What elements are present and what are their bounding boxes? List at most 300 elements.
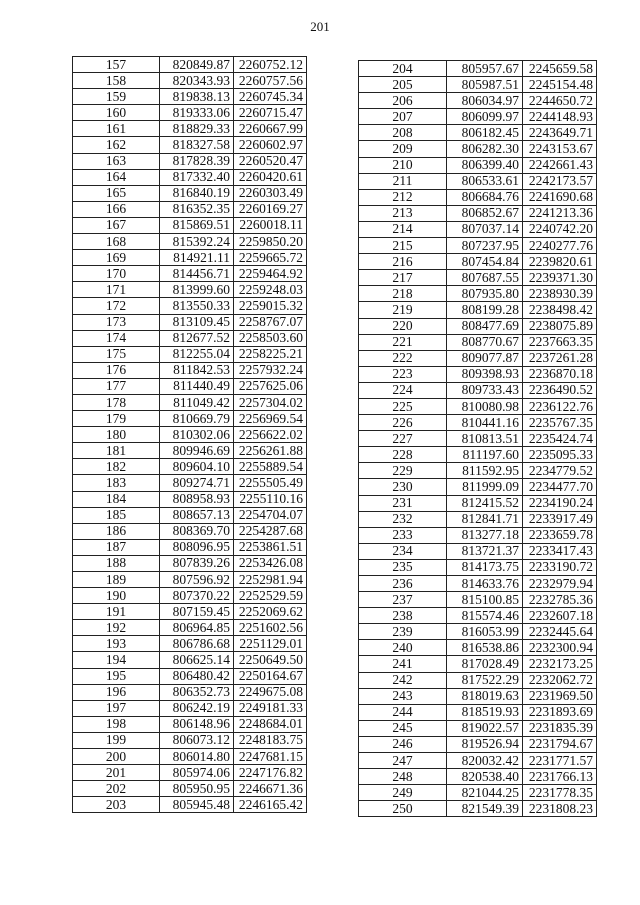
table-row <box>359 447 597 463</box>
table-row <box>359 77 597 93</box>
table-row <box>359 141 597 157</box>
point-number-cell: 209 <box>359 141 447 157</box>
point-number-cell: 220 <box>359 318 447 334</box>
point-number-cell: 180 <box>73 427 160 443</box>
point-number-cell: 243 <box>359 688 447 704</box>
point-number-cell: 190 <box>73 588 160 604</box>
x-coordinate-cell: 808477.69 <box>447 318 523 334</box>
x-coordinate-cell: 813277.18 <box>447 527 523 543</box>
x-coordinate-cell: 806786.68 <box>160 636 234 652</box>
x-coordinate-cell: 809274.71 <box>160 475 234 491</box>
x-coordinate-cell: 813721.37 <box>447 543 523 559</box>
x-coordinate-cell: 805945.48 <box>160 797 234 813</box>
table-row <box>359 173 597 189</box>
x-coordinate-cell: 806014.80 <box>160 749 234 765</box>
point-number-cell: 201 <box>73 765 160 781</box>
x-coordinate-cell: 813550.33 <box>160 298 234 314</box>
point-number-cell: 228 <box>359 447 447 463</box>
x-coordinate-cell: 818519.93 <box>447 704 523 720</box>
point-number-cell: 161 <box>73 121 160 137</box>
point-number-cell: 187 <box>73 539 160 555</box>
x-coordinate-cell: 806480.42 <box>160 668 234 684</box>
x-coordinate-cell: 815100.85 <box>447 592 523 608</box>
table-row <box>73 201 307 217</box>
x-coordinate-cell: 812677.52 <box>160 330 234 346</box>
point-number-cell: 230 <box>359 479 447 495</box>
x-coordinate-cell: 805957.67 <box>447 61 523 77</box>
y-coordinate-cell: 2258503.60 <box>234 330 307 346</box>
point-number-cell: 157 <box>73 57 160 73</box>
coordinates-table-left <box>72 56 307 813</box>
table-row <box>359 753 597 769</box>
point-number-cell: 163 <box>73 153 160 169</box>
table-row <box>73 572 307 588</box>
x-coordinate-cell: 808770.67 <box>447 334 523 350</box>
y-coordinate-cell: 2251129.01 <box>234 636 307 652</box>
table-row <box>73 314 307 330</box>
point-number-cell: 222 <box>359 350 447 366</box>
table-row <box>359 366 597 382</box>
y-coordinate-cell: 2252529.59 <box>234 588 307 604</box>
x-coordinate-cell: 818829.33 <box>160 121 234 137</box>
x-coordinate-cell: 806352.73 <box>160 684 234 700</box>
x-coordinate-cell: 808096.95 <box>160 539 234 555</box>
x-coordinate-cell: 816538.86 <box>447 640 523 656</box>
table-row <box>359 527 597 543</box>
y-coordinate-cell: 2232607.18 <box>523 608 597 624</box>
x-coordinate-cell: 808369.70 <box>160 523 234 539</box>
y-coordinate-cell: 2249675.08 <box>234 684 307 700</box>
point-number-cell: 197 <box>73 700 160 716</box>
table-row <box>73 217 307 233</box>
x-coordinate-cell: 817028.49 <box>447 656 523 672</box>
x-coordinate-cell: 807370.22 <box>160 588 234 604</box>
y-coordinate-cell: 2250649.50 <box>234 652 307 668</box>
point-number-cell: 168 <box>73 234 160 250</box>
x-coordinate-cell: 807687.55 <box>447 270 523 286</box>
table-row <box>359 479 597 495</box>
point-number-cell: 175 <box>73 346 160 362</box>
point-number-cell: 236 <box>359 576 447 592</box>
y-coordinate-cell: 2260169.27 <box>234 201 307 217</box>
point-number-cell: 198 <box>73 716 160 732</box>
y-coordinate-cell: 2232445.64 <box>523 624 597 640</box>
x-coordinate-cell: 809398.93 <box>447 366 523 382</box>
point-number-cell: 227 <box>359 431 447 447</box>
y-coordinate-cell: 2235767.35 <box>523 415 597 431</box>
y-coordinate-cell: 2247176.82 <box>234 765 307 781</box>
point-number-cell: 217 <box>359 270 447 286</box>
x-coordinate-cell: 807839.26 <box>160 555 234 571</box>
x-coordinate-cell: 811049.42 <box>160 394 234 410</box>
table-row <box>73 475 307 491</box>
point-number-cell: 171 <box>73 282 160 298</box>
y-coordinate-cell: 2260745.34 <box>234 89 307 105</box>
y-coordinate-cell: 2260757.56 <box>234 73 307 89</box>
point-number-cell: 212 <box>359 189 447 205</box>
y-coordinate-cell: 2233190.72 <box>523 559 597 575</box>
point-number-cell: 238 <box>359 608 447 624</box>
x-coordinate-cell: 807237.95 <box>447 238 523 254</box>
y-coordinate-cell: 2259850.20 <box>234 234 307 250</box>
y-coordinate-cell: 2256622.02 <box>234 427 307 443</box>
table-row <box>359 640 597 656</box>
y-coordinate-cell: 2232173.25 <box>523 656 597 672</box>
point-number-cell: 200 <box>73 749 160 765</box>
x-coordinate-cell: 806148.96 <box>160 716 234 732</box>
y-coordinate-cell: 2234779.52 <box>523 463 597 479</box>
x-coordinate-cell: 809077.87 <box>447 350 523 366</box>
table-row <box>359 125 597 141</box>
x-coordinate-cell: 809733.43 <box>447 382 523 398</box>
point-number-cell: 247 <box>359 753 447 769</box>
table-row <box>359 801 597 817</box>
y-coordinate-cell: 2239820.61 <box>523 254 597 270</box>
point-number-cell: 215 <box>359 238 447 254</box>
x-coordinate-cell: 820032.42 <box>447 753 523 769</box>
table-row <box>359 624 597 640</box>
table-row <box>73 105 307 121</box>
y-coordinate-cell: 2253426.08 <box>234 555 307 571</box>
y-coordinate-cell: 2247681.15 <box>234 749 307 765</box>
point-number-cell: 160 <box>73 105 160 121</box>
table-row <box>359 511 597 527</box>
y-coordinate-cell: 2260602.97 <box>234 137 307 153</box>
point-number-cell: 199 <box>73 732 160 748</box>
table-row <box>359 93 597 109</box>
table-row <box>359 157 597 173</box>
x-coordinate-cell: 806073.12 <box>160 732 234 748</box>
x-coordinate-cell: 819022.57 <box>447 720 523 736</box>
point-number-cell: 207 <box>359 109 447 125</box>
y-coordinate-cell: 2260018.11 <box>234 217 307 233</box>
y-coordinate-cell: 2242173.57 <box>523 173 597 189</box>
y-coordinate-cell: 2238498.42 <box>523 302 597 318</box>
point-number-cell: 213 <box>359 205 447 221</box>
point-number-cell: 237 <box>359 592 447 608</box>
y-coordinate-cell: 2231778.35 <box>523 785 597 801</box>
point-number-cell: 178 <box>73 394 160 410</box>
point-number-cell: 224 <box>359 382 447 398</box>
table-row <box>359 398 597 414</box>
y-coordinate-cell: 2231808.23 <box>523 801 597 817</box>
table-row <box>359 736 597 752</box>
y-coordinate-cell: 2243153.67 <box>523 141 597 157</box>
table-row <box>359 608 597 624</box>
table-row <box>73 346 307 362</box>
y-coordinate-cell: 2242661.43 <box>523 157 597 173</box>
y-coordinate-cell: 2248183.75 <box>234 732 307 748</box>
y-coordinate-cell: 2259248.03 <box>234 282 307 298</box>
table-row <box>73 73 307 89</box>
y-coordinate-cell: 2255505.49 <box>234 475 307 491</box>
point-number-cell: 242 <box>359 672 447 688</box>
point-number-cell: 204 <box>359 61 447 77</box>
table-row <box>359 270 597 286</box>
x-coordinate-cell: 811999.09 <box>447 479 523 495</box>
point-number-cell: 219 <box>359 302 447 318</box>
table-row <box>359 576 597 592</box>
table-row <box>73 121 307 137</box>
table-row <box>359 189 597 205</box>
point-number-cell: 235 <box>359 559 447 575</box>
table-row <box>359 318 597 334</box>
x-coordinate-cell: 814173.75 <box>447 559 523 575</box>
x-coordinate-cell: 806182.45 <box>447 125 523 141</box>
y-coordinate-cell: 2260420.61 <box>234 169 307 185</box>
x-coordinate-cell: 806099.97 <box>447 109 523 125</box>
table-row <box>359 688 597 704</box>
table-row <box>73 797 307 813</box>
y-coordinate-cell: 2254704.07 <box>234 507 307 523</box>
y-coordinate-cell: 2254287.68 <box>234 523 307 539</box>
table-row <box>359 672 597 688</box>
table-row <box>73 266 307 282</box>
x-coordinate-cell: 807037.14 <box>447 221 523 237</box>
table-row <box>73 298 307 314</box>
y-coordinate-cell: 2240277.76 <box>523 238 597 254</box>
table-row <box>73 250 307 266</box>
y-coordinate-cell: 2238930.39 <box>523 286 597 302</box>
table-row <box>359 543 597 559</box>
point-number-cell: 173 <box>73 314 160 330</box>
x-coordinate-cell: 813999.60 <box>160 282 234 298</box>
table-row <box>73 507 307 523</box>
y-coordinate-cell: 2236870.18 <box>523 366 597 382</box>
point-number-cell: 172 <box>73 298 160 314</box>
point-number-cell: 177 <box>73 378 160 394</box>
y-coordinate-cell: 2235095.33 <box>523 447 597 463</box>
table-row <box>73 394 307 410</box>
x-coordinate-cell: 808958.93 <box>160 491 234 507</box>
y-coordinate-cell: 2259015.32 <box>234 298 307 314</box>
y-coordinate-cell: 2231766.13 <box>523 769 597 785</box>
x-coordinate-cell: 816352.35 <box>160 201 234 217</box>
table-row <box>73 716 307 732</box>
y-coordinate-cell: 2238075.89 <box>523 318 597 334</box>
y-coordinate-cell: 2231794.67 <box>523 736 597 752</box>
x-coordinate-cell: 814456.71 <box>160 266 234 282</box>
point-number-cell: 162 <box>73 137 160 153</box>
y-coordinate-cell: 2239371.30 <box>523 270 597 286</box>
x-coordinate-cell: 811592.95 <box>447 463 523 479</box>
table-row <box>359 769 597 785</box>
table-row <box>73 732 307 748</box>
table-row <box>73 765 307 781</box>
point-number-cell: 179 <box>73 411 160 427</box>
table-row <box>73 169 307 185</box>
table-row <box>73 588 307 604</box>
point-number-cell: 170 <box>73 266 160 282</box>
table-row <box>73 668 307 684</box>
point-number-cell: 249 <box>359 785 447 801</box>
table-row <box>359 463 597 479</box>
table-row <box>359 109 597 125</box>
point-number-cell: 166 <box>73 201 160 217</box>
x-coordinate-cell: 807159.45 <box>160 604 234 620</box>
table-row <box>73 636 307 652</box>
point-number-cell: 183 <box>73 475 160 491</box>
point-number-cell: 221 <box>359 334 447 350</box>
x-coordinate-cell: 812255.04 <box>160 346 234 362</box>
table-row <box>359 656 597 672</box>
y-coordinate-cell: 2237261.28 <box>523 350 597 366</box>
y-coordinate-cell: 2255889.54 <box>234 459 307 475</box>
x-coordinate-cell: 815392.24 <box>160 234 234 250</box>
y-coordinate-cell: 2249181.33 <box>234 700 307 716</box>
y-coordinate-cell: 2250164.67 <box>234 668 307 684</box>
point-number-cell: 225 <box>359 398 447 414</box>
y-coordinate-cell: 2257304.02 <box>234 394 307 410</box>
point-number-cell: 216 <box>359 254 447 270</box>
table-row <box>359 720 597 736</box>
x-coordinate-cell: 818019.63 <box>447 688 523 704</box>
x-coordinate-cell: 806034.97 <box>447 93 523 109</box>
y-coordinate-cell: 2237663.35 <box>523 334 597 350</box>
point-number-cell: 189 <box>73 572 160 588</box>
x-coordinate-cell: 817522.29 <box>447 672 523 688</box>
table-row <box>73 555 307 571</box>
table-row <box>73 330 307 346</box>
y-coordinate-cell: 2232300.94 <box>523 640 597 656</box>
table-row <box>359 785 597 801</box>
y-coordinate-cell: 2231893.69 <box>523 704 597 720</box>
point-number-cell: 208 <box>359 125 447 141</box>
y-coordinate-cell: 2244650.72 <box>523 93 597 109</box>
y-coordinate-cell: 2233417.43 <box>523 543 597 559</box>
table-row <box>359 334 597 350</box>
x-coordinate-cell: 806964.85 <box>160 620 234 636</box>
point-number-cell: 158 <box>73 73 160 89</box>
coordinates-table-right <box>358 60 597 817</box>
x-coordinate-cell: 820849.87 <box>160 57 234 73</box>
table-row <box>73 282 307 298</box>
point-number-cell: 246 <box>359 736 447 752</box>
point-number-cell: 169 <box>73 250 160 266</box>
x-coordinate-cell: 806625.14 <box>160 652 234 668</box>
y-coordinate-cell: 2231835.39 <box>523 720 597 736</box>
y-coordinate-cell: 2245659.58 <box>523 61 597 77</box>
x-coordinate-cell: 808199.28 <box>447 302 523 318</box>
point-number-cell: 202 <box>73 781 160 797</box>
table-row <box>359 238 597 254</box>
point-number-cell: 245 <box>359 720 447 736</box>
point-number-cell: 194 <box>73 652 160 668</box>
point-number-cell: 232 <box>359 511 447 527</box>
table-row <box>73 378 307 394</box>
y-coordinate-cell: 2243649.71 <box>523 125 597 141</box>
y-coordinate-cell: 2234477.70 <box>523 479 597 495</box>
point-number-cell: 229 <box>359 463 447 479</box>
x-coordinate-cell: 806852.67 <box>447 205 523 221</box>
x-coordinate-cell: 819333.06 <box>160 105 234 121</box>
table-row <box>73 185 307 201</box>
y-coordinate-cell: 2231771.57 <box>523 753 597 769</box>
point-number-cell: 165 <box>73 185 160 201</box>
y-coordinate-cell: 2240742.20 <box>523 221 597 237</box>
x-coordinate-cell: 819526.94 <box>447 736 523 752</box>
point-number-cell: 234 <box>359 543 447 559</box>
point-number-cell: 226 <box>359 415 447 431</box>
x-coordinate-cell: 821044.25 <box>447 785 523 801</box>
table-row <box>73 781 307 797</box>
x-coordinate-cell: 811440.49 <box>160 378 234 394</box>
x-coordinate-cell: 806533.61 <box>447 173 523 189</box>
point-number-cell: 214 <box>359 221 447 237</box>
y-coordinate-cell: 2251602.56 <box>234 620 307 636</box>
table-row <box>359 592 597 608</box>
x-coordinate-cell: 811842.53 <box>160 362 234 378</box>
table-row <box>73 362 307 378</box>
y-coordinate-cell: 2231969.50 <box>523 688 597 704</box>
y-coordinate-cell: 2232785.36 <box>523 592 597 608</box>
x-coordinate-cell: 814633.76 <box>447 576 523 592</box>
x-coordinate-cell: 806282.30 <box>447 141 523 157</box>
point-number-cell: 244 <box>359 704 447 720</box>
table-row <box>73 137 307 153</box>
y-coordinate-cell: 2233659.78 <box>523 527 597 543</box>
x-coordinate-cell: 815869.51 <box>160 217 234 233</box>
x-coordinate-cell: 816840.19 <box>160 185 234 201</box>
table-row <box>73 234 307 250</box>
y-coordinate-cell: 2260715.47 <box>234 105 307 121</box>
table-row <box>359 415 597 431</box>
y-coordinate-cell: 2244148.93 <box>523 109 597 125</box>
point-number-cell: 239 <box>359 624 447 640</box>
y-coordinate-cell: 2258767.07 <box>234 314 307 330</box>
point-number-cell: 186 <box>73 523 160 539</box>
x-coordinate-cell: 812415.52 <box>447 495 523 511</box>
table-row <box>73 749 307 765</box>
y-coordinate-cell: 2259665.72 <box>234 250 307 266</box>
y-coordinate-cell: 2232062.72 <box>523 672 597 688</box>
table-row <box>73 491 307 507</box>
table-row <box>73 427 307 443</box>
x-coordinate-cell: 809604.10 <box>160 459 234 475</box>
y-coordinate-cell: 2236122.76 <box>523 398 597 414</box>
point-number-cell: 191 <box>73 604 160 620</box>
point-number-cell: 195 <box>73 668 160 684</box>
table-row <box>73 700 307 716</box>
table-row <box>359 495 597 511</box>
point-number-cell: 196 <box>73 684 160 700</box>
table-row <box>359 302 597 318</box>
point-number-cell: 176 <box>73 362 160 378</box>
point-number-cell: 241 <box>359 656 447 672</box>
table-row <box>73 539 307 555</box>
table-row <box>73 57 307 73</box>
table-row <box>73 443 307 459</box>
point-number-cell: 210 <box>359 157 447 173</box>
table-row <box>359 286 597 302</box>
x-coordinate-cell: 815574.46 <box>447 608 523 624</box>
x-coordinate-cell: 807935.80 <box>447 286 523 302</box>
x-coordinate-cell: 810441.16 <box>447 415 523 431</box>
x-coordinate-cell: 817332.40 <box>160 169 234 185</box>
x-coordinate-cell: 806242.19 <box>160 700 234 716</box>
y-coordinate-cell: 2232979.94 <box>523 576 597 592</box>
x-coordinate-cell: 808657.13 <box>160 507 234 523</box>
table-row <box>359 61 597 77</box>
table-row <box>73 153 307 169</box>
x-coordinate-cell: 807596.92 <box>160 572 234 588</box>
table-row <box>73 684 307 700</box>
y-coordinate-cell: 2246671.36 <box>234 781 307 797</box>
table-row <box>359 431 597 447</box>
point-number-cell: 182 <box>73 459 160 475</box>
y-coordinate-cell: 2260667.99 <box>234 121 307 137</box>
y-coordinate-cell: 2260752.12 <box>234 57 307 73</box>
